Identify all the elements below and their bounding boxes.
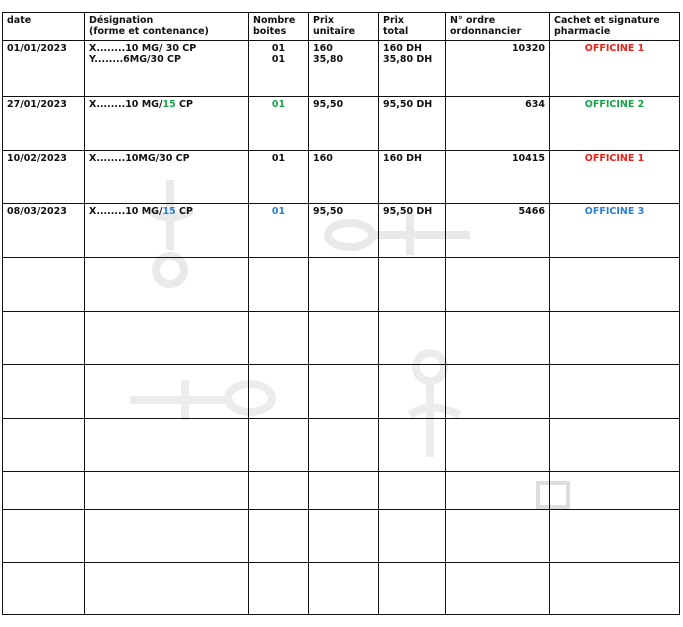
header-boxes: Nombre boites: [249, 13, 309, 41]
header-total-price: Prix total: [379, 13, 446, 41]
cell-order-number: 5466: [446, 204, 550, 258]
empty-cell: [309, 365, 379, 419]
cell-order-number: 10415: [446, 151, 550, 204]
designation-line: Y........6MG/30 CP: [89, 54, 181, 65]
empty-cell: [309, 258, 379, 312]
designation-line: X........10MG/30 CP: [89, 153, 190, 164]
empty-cell: [379, 472, 446, 510]
cell-date: 08/03/2023: [3, 204, 85, 258]
cell-total-price: 95,50 DH: [379, 204, 446, 258]
empty-cell: [249, 312, 309, 365]
header-unit-price: Prix unitaire: [309, 13, 379, 41]
table-row: [3, 41, 680, 97]
empty-cell: [446, 365, 550, 419]
cell-designation: [85, 204, 249, 258]
empty-cell: [446, 312, 550, 365]
empty-cell: [249, 365, 309, 419]
cell-boxes: 01: [249, 97, 309, 151]
cell-pharmacy-stamp: OFFICINE 2: [550, 97, 680, 151]
empty-cell: [550, 510, 680, 563]
table-row: [3, 151, 680, 204]
cell-unit-price: 160 35,80: [309, 41, 379, 97]
empty-cell: [309, 312, 379, 365]
empty-cell: [85, 510, 249, 563]
designation-line: X........10 MG/15 CP: [89, 206, 193, 217]
empty-table-row: [3, 472, 680, 510]
empty-cell: [309, 563, 379, 615]
cell-date: 10/02/2023: [3, 151, 85, 204]
empty-cell: [446, 472, 550, 510]
empty-table-row: [3, 312, 680, 365]
empty-cell: [550, 365, 680, 419]
empty-cell: [379, 258, 446, 312]
empty-cell: [85, 563, 249, 615]
empty-cell: [550, 419, 680, 472]
cell-pharmacy-stamp: OFFICINE 3: [550, 204, 680, 258]
empty-cell: [85, 258, 249, 312]
cell-pharmacy-stamp: OFFICINE 1: [550, 41, 680, 97]
cell-total-price: 95,50 DH: [379, 97, 446, 151]
empty-cell: [249, 563, 309, 615]
empty-cell: [3, 258, 85, 312]
empty-cell: [249, 419, 309, 472]
empty-cell: [3, 365, 85, 419]
empty-cell: [249, 510, 309, 563]
empty-cell: [446, 419, 550, 472]
empty-cell: [550, 312, 680, 365]
cell-total-price: 160 DH: [379, 151, 446, 204]
cell-date: 27/01/2023: [3, 97, 85, 151]
empty-cell: [309, 472, 379, 510]
empty-table-row: [3, 510, 680, 563]
empty-cell: [85, 419, 249, 472]
cell-unit-price: 95,50: [309, 97, 379, 151]
empty-table-row: [3, 563, 680, 615]
empty-cell: [379, 510, 446, 563]
cell-pharmacy-stamp: OFFICINE 1: [550, 151, 680, 204]
header-date: date: [3, 13, 85, 41]
empty-cell: [3, 312, 85, 365]
empty-cell: [550, 472, 680, 510]
table-row: [3, 204, 680, 258]
empty-cell: [309, 510, 379, 563]
empty-table-row: [3, 258, 680, 312]
header-pharmacy-stamp: Cachet et signature pharmacie: [550, 13, 680, 41]
pharmacy-register-table: [2, 12, 680, 615]
header-order-number: N° ordre ordonnancier: [446, 13, 550, 41]
empty-cell: [3, 419, 85, 472]
cell-unit-price: 160: [309, 151, 379, 204]
cell-boxes: 01 01: [249, 41, 309, 97]
empty-cell: [550, 258, 680, 312]
cell-total-price: 160 DH 35,80 DH: [379, 41, 446, 97]
empty-cell: [550, 563, 680, 615]
empty-cell: [3, 472, 85, 510]
designation-line: X........10 MG/ 30 CP: [89, 43, 197, 54]
highlighted-quantity: 15: [162, 99, 176, 110]
cell-designation: [85, 97, 249, 151]
header-designation: Désignation (forme et contenance): [85, 13, 249, 41]
empty-cell: [85, 472, 249, 510]
empty-cell: [249, 472, 309, 510]
cell-boxes: 01: [249, 204, 309, 258]
cell-order-number: 10320: [446, 41, 550, 97]
empty-table-row: [3, 419, 680, 472]
highlighted-quantity: 15: [162, 206, 176, 217]
empty-cell: [446, 510, 550, 563]
empty-cell: [249, 258, 309, 312]
header-row: [3, 13, 680, 41]
empty-cell: [379, 312, 446, 365]
table-row: [3, 97, 680, 151]
empty-cell: [379, 563, 446, 615]
empty-cell: [3, 510, 85, 563]
cell-order-number: 634: [446, 97, 550, 151]
empty-cell: [3, 563, 85, 615]
cell-date: 01/01/2023: [3, 41, 85, 97]
empty-cell: [379, 419, 446, 472]
cell-designation: [85, 151, 249, 204]
designation-line: X........10 MG/15 CP: [89, 99, 193, 110]
empty-cell: [379, 365, 446, 419]
empty-cell: [309, 419, 379, 472]
empty-cell: [446, 258, 550, 312]
cell-unit-price: 95,50: [309, 204, 379, 258]
cell-boxes: 01: [249, 151, 309, 204]
cell-designation: [85, 41, 249, 97]
empty-cell: [85, 365, 249, 419]
empty-cell: [85, 312, 249, 365]
empty-cell: [446, 563, 550, 615]
empty-table-row: [3, 365, 680, 419]
